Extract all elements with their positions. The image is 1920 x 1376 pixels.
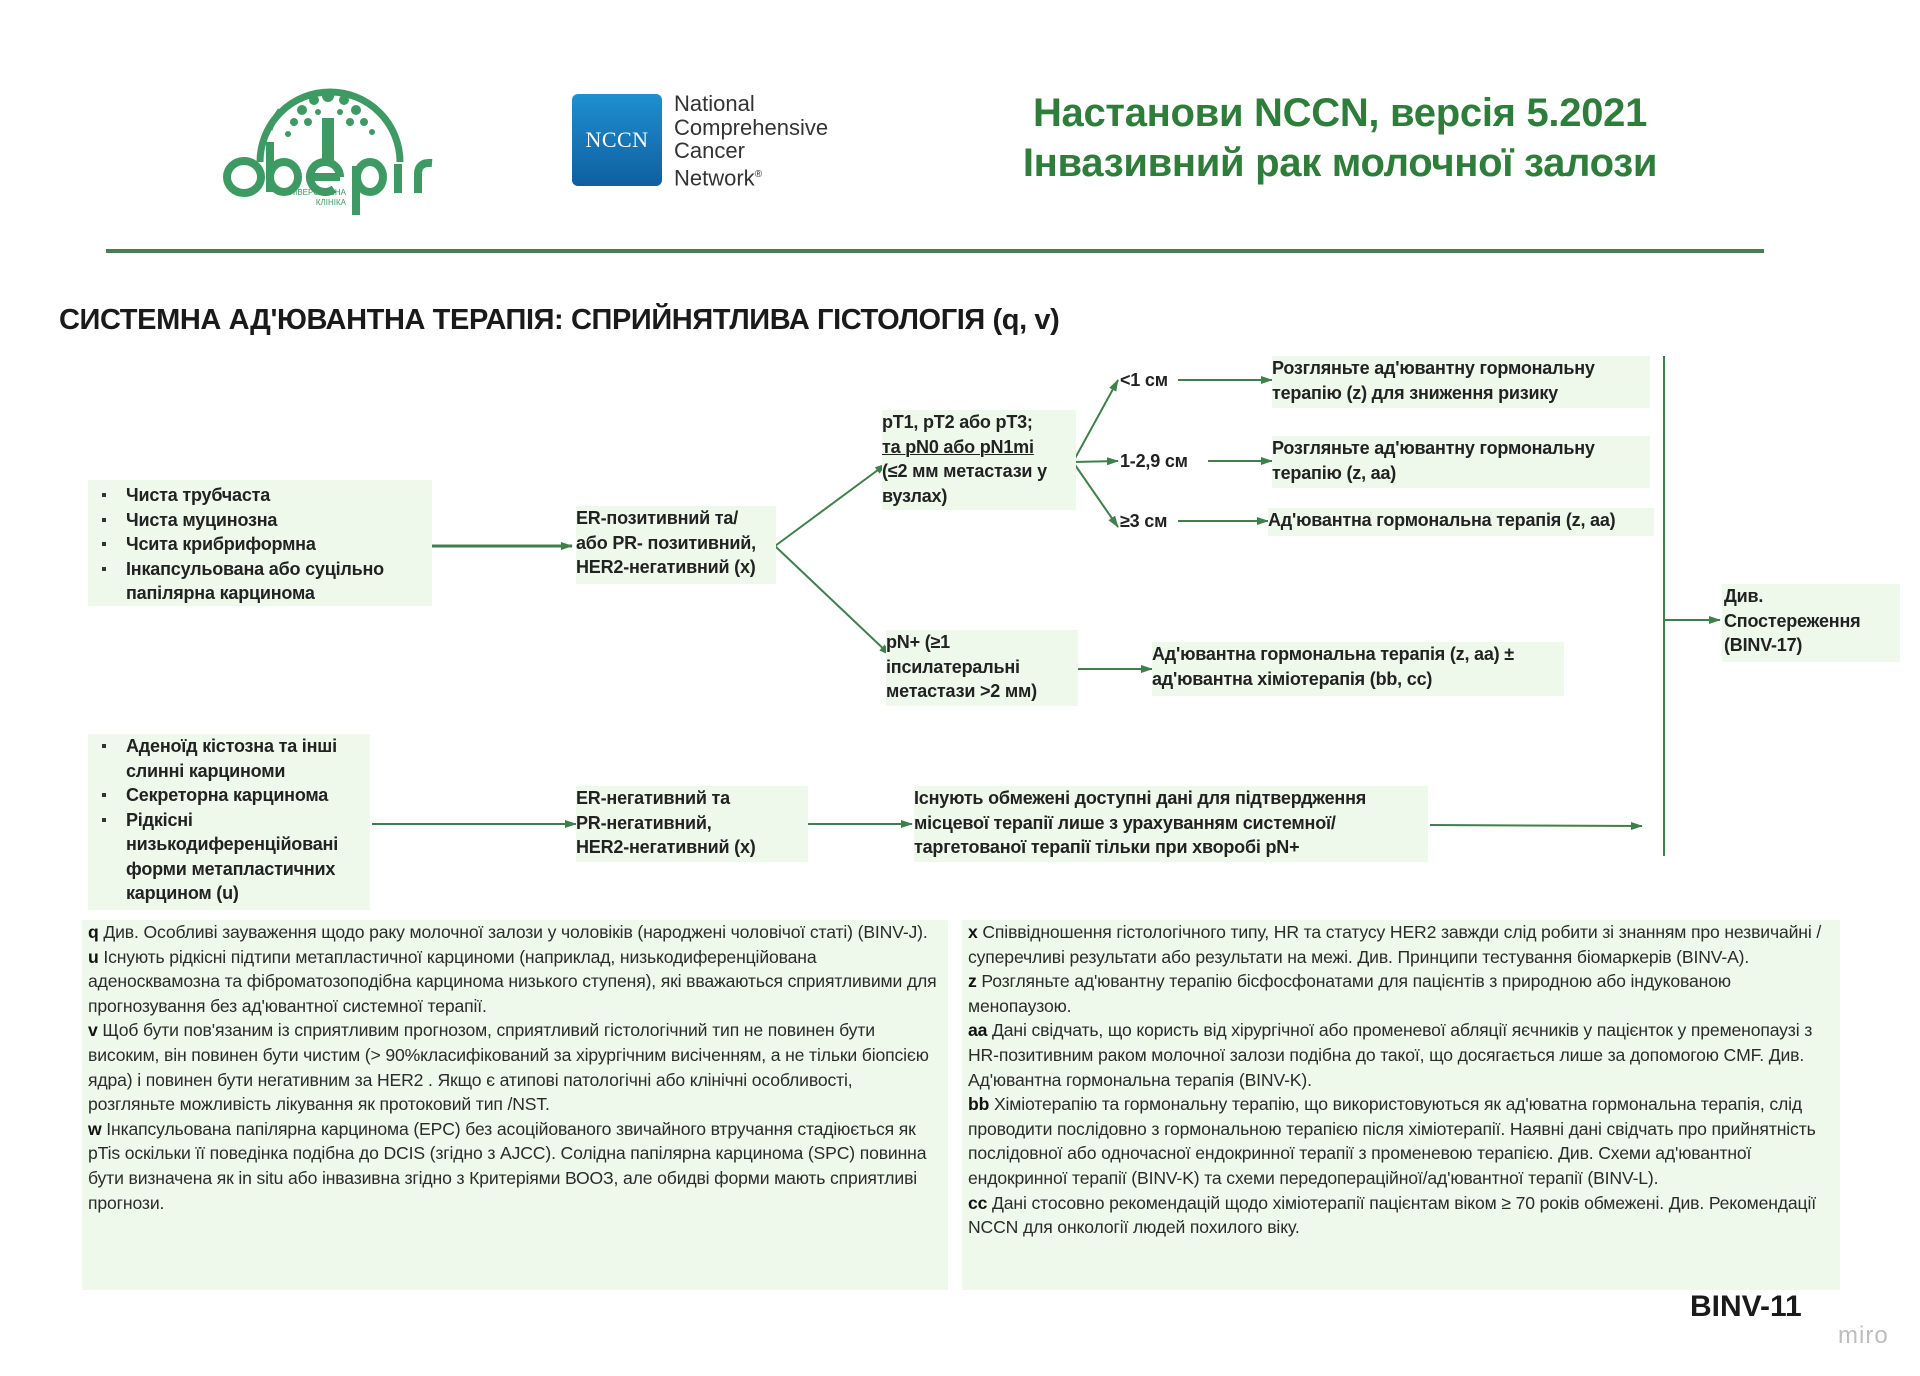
result-ge3-box: Ад'ювантна гормональна терапія (z, aa) xyxy=(1268,508,1654,536)
page-id: BINV-11 xyxy=(1690,1290,1802,1323)
footnotes-right xyxy=(962,920,1840,1290)
result-1-2.9-box: Розгляньте ад'ювантну гормональну терапію (z, aa) xyxy=(1272,436,1650,488)
footnotes-left xyxy=(82,920,948,1290)
guideline-version: Настанови NCCN, версія 5.2021 xyxy=(1032,91,1648,135)
histology-item: Чиста трубчаста xyxy=(88,483,432,508)
footnote-cc: cc Дані стосовно рекомендацій щодо хіміотерапії пацієнтам віком ≥ 70 років обмежені. Див. Рекомендації NCCN для онкології людей похилого віку. xyxy=(968,1192,1816,1238)
miro-watermark: miro xyxy=(1838,1322,1889,1349)
receptor-negative-box: ER-негативний та PR-негативний, HER2-негативний (x) xyxy=(576,786,808,862)
histology-item: Секреторна карцинома xyxy=(88,783,370,808)
size-lt1-label: <1 см xyxy=(1120,370,1168,390)
node-positive-result-box: Ад'ювантна гормональна терапія (z, aa) ± ад'ювантна хіміотерапія (bb, cc) xyxy=(1152,642,1564,696)
footnote-v: v Щоб бути пов'язаним із сприятливим прогнозом, сприятливий гістологічний тип не повинен бути високим, він повинен бути чистим (> 90%класифікований за хірургічним висіченням, а не тільки біопсією ядра) і повинен бути негативним за HER2 . Якщо є атипові патологічні або клінічні особливості, розгляньте можливість лікування як протоковий тип /NST. xyxy=(88,1020,929,1115)
footnote-aa: aa Дані свідчать, що користь від хірургічної або променевої абляції яєчників у пацієнток у пременопаузі з HR-позитивним раком молочної залози подібна до такої, що досягається лише за допомогою CMF. Див. Ад'ювантна гормональна терапія (BINV-K). xyxy=(968,1020,1813,1090)
histology-item: Рідкісні низькодиференційовані форми метапластичних карцином (u) xyxy=(88,808,370,906)
size-1-2.9-label: 1-2,9 см xyxy=(1120,451,1188,471)
limited-data-box: Існують обмежені доступні дані для підтвердження місцевої терапії лише з урахуванням системної/ таргетованої терапії тільки при хворобі pN+ xyxy=(914,786,1428,862)
nccn-wordmark: National Comprehensive Cancer Network® xyxy=(674,91,829,190)
histology-other-box xyxy=(88,734,370,910)
histology-item: Аденоїд кістозна та інші слинні карциноми xyxy=(88,734,370,783)
footnote-bb: bb Хіміотерапію та гормональну терапію, що використовуються як ад'юватна гормональна терапія, слід проводити послідовно з гормональною терапією після хіміотерапії. Наявні дані свідчать про прийнятність послідовної або одночасної ендокринної терапії з променевою терапією. Див. Схеми ад'ювантної ендокринної терапії (BINV-K) та схеми передопераційної/ад'ювантної терапії (BINV-L). xyxy=(968,1094,1816,1188)
section-title: СИСТЕМНА АД'ЮВАНТНА ТЕРАПІЯ: СПРИЙНЯТЛИВА ГІСТОЛОГІЯ (q, v) xyxy=(59,304,1060,336)
footnote-x: x Співвідношення гістологічного типу, HR та статусу HER2 завжди слід робити зі знанням про незвичайні /суперечливі результати або результати на межі. Див. Принципи тестування біомаркерів (BINV-A). xyxy=(968,922,1822,967)
footnote-u: u Існують рідкісні підтипи метапластичної карциноми (наприклад, низькодиференційована аденосквамозна та фіброматозоподібна карцинома низького ступеня), які вважаються сприятливими для прогнозування без ад'ювантної системної терапії. xyxy=(88,946,937,1016)
guideline-topic: Інвазивний рак молочної залози xyxy=(1022,141,1658,185)
result-lt1-box: Розгляньте ад'ювантну гормональну терапію (z) для зниження ризику xyxy=(1272,356,1650,408)
histology-item: Інкапсульована або суцільно папілярна карцинома xyxy=(88,557,416,606)
histology-favorable-box xyxy=(88,480,432,606)
stage-node-negative-box: pT1, pT2 або pT3; та pN0 або pN1mi (≤2 мм метастази у вузлах) xyxy=(882,410,1076,510)
size-ge3-label: ≥3 см xyxy=(1120,511,1168,531)
stage-node-positive-box: pN+ (≥1 іпсилатеральні метастази >2 мм) xyxy=(886,630,1078,706)
footnote-q: q Див. Особливі зауваження щодо раку молочної залози у чоловіків (народжені чоловічої статі) (BINV-J). xyxy=(88,922,928,942)
oberig-subtitle: УНІВЕРСАЛЬНА КЛІНІКА xyxy=(284,188,346,207)
histology-item: Чсита крибриформна xyxy=(88,532,432,557)
followup-box: Див. Спостереження (BINV-17) xyxy=(1722,584,1900,662)
histology-item: Чиста муцинозна xyxy=(88,508,432,533)
footnote-w: w Інкапсульована папілярна карцинома (EPC) без асоційованого звичайного втручання стадіюється як pTis оскільки її поведінка подібна до DCIS (згідно з AJCC). Солідна папілярна карцинома (SPC) повинна бути визначена як in situ або інвазивна згідно з Критеріями ВООЗ, але обидві форми мають сприятливі прогнози. xyxy=(88,1118,927,1213)
footnote-z: z Розгляньте ад'ювантну терапію бісфосфонатами для пацієнтів з природною або індукованою менопаузою. xyxy=(968,971,1731,1016)
nccn-badge: NCCN xyxy=(572,94,662,186)
receptor-positive-box: ER-позитивний та/ або PR- позитивний, HER2-негативний (x) xyxy=(576,506,776,584)
